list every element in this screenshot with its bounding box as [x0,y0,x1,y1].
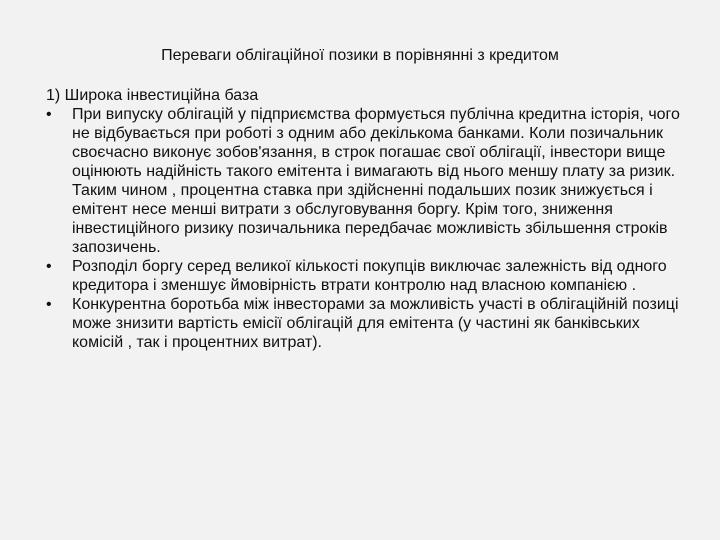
bullet-dot: • [46,106,52,123]
bullet-dot: • [46,258,52,275]
slide-content [46,86,686,352]
bullet-text: Конкурентна боротьба між інвесторами за можливість участі в облігаційній позиці може знизити вартість емісії облігацій для емітента (у частині як банківських комісій , так і процентних витрат). [72,296,679,351]
bullet-text: Розподіл боргу серед великої кількості покупців виключає залежність від одного кредитора і зменшує ймовірність втрати контролю над власною компанією . [72,258,667,294]
bullet-dot: • [46,296,52,313]
bullet-item [46,295,686,352]
bullet-list [46,105,686,352]
slide-title: Переваги облігаційної позики в порівнянні з кредитом [161,47,559,64]
bullet-text: При випуску облігацій у підприємства формується публічна кредитна історія, чого не відбувається при роботі з одним або декількома банками. Коли позичальник своєчасно виконує зобов'язання, в строк погашає свої облігації, інвестори вище оцінюють надійність такого емітента і вимагають від нього меншу плату за ризик. Таким чином , процентна ставка при здійсненні подальших позик знижується і емітент несе менші витрати з обслуговування боргу. Крім того, зниження інвестиційного ризику позичальника передбачає можливість збільшення строків запозичень. [72,106,680,256]
section-heading: 1) Широка інвестиційна база [46,87,259,104]
bullet-item [46,105,686,257]
bullet-item [46,257,686,295]
